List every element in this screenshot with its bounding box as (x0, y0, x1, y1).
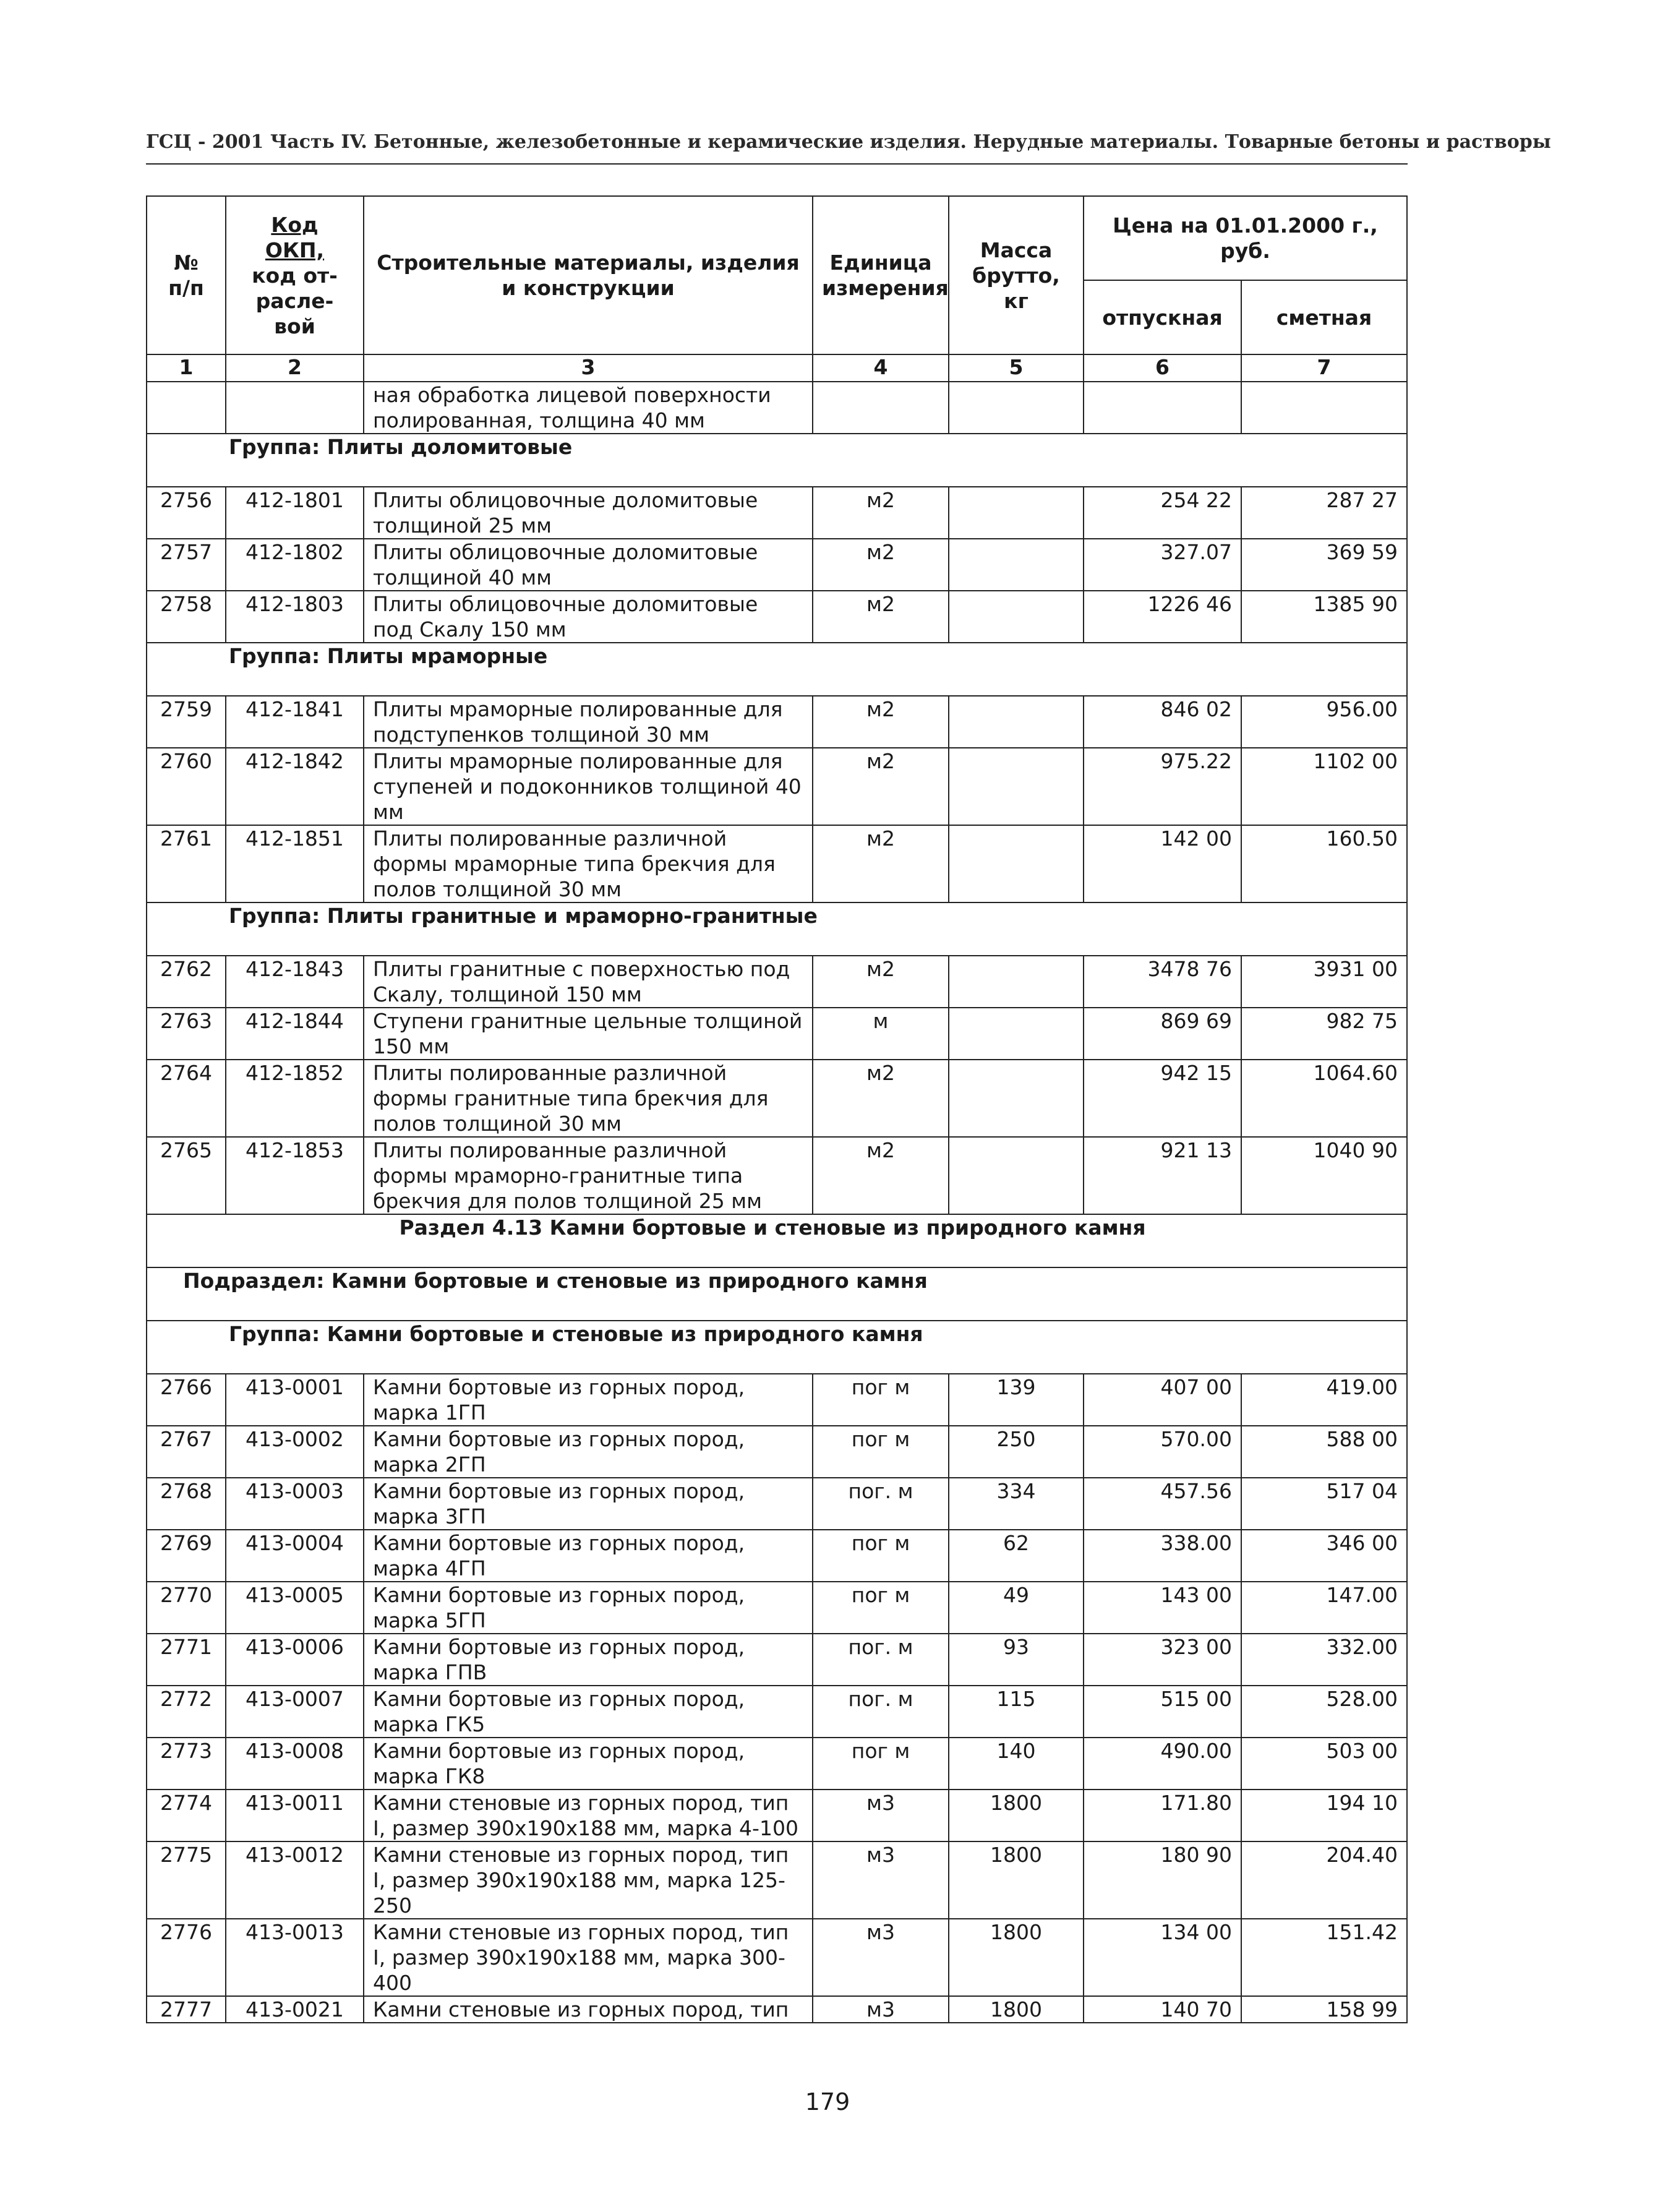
cell-mass (949, 591, 1084, 643)
cell-unit: м2 (813, 696, 949, 748)
table-row (147, 1841, 1407, 1919)
cell-price-estimate: 147.00 (1241, 1582, 1407, 1634)
cell-mass: 49 (949, 1582, 1084, 1634)
cell-mass: 250 (949, 1426, 1084, 1478)
cell-num: 2768 (147, 1478, 226, 1530)
column-number: 3 (364, 354, 813, 382)
cell-mass: 1800 (949, 1841, 1084, 1919)
cell-num: 2774 (147, 1790, 226, 1841)
cell-num: 2764 (147, 1060, 226, 1137)
cell-num: 2758 (147, 591, 226, 643)
cell-unit: пог м (813, 1738, 949, 1790)
cell-code: 413-0005 (226, 1582, 364, 1634)
cell-mass (949, 539, 1084, 591)
column-number: 7 (1241, 354, 1407, 382)
cell-name: Камни стеновые из горных пород, тип (364, 1996, 813, 2023)
cell-price-release: 134 00 (1084, 1919, 1241, 1996)
cell-price-release: 323 00 (1084, 1634, 1241, 1686)
cell-name: Камни бортовые из горных пород, марка ГК5 (364, 1686, 813, 1738)
cell-code: 413-0013 (226, 1919, 364, 1996)
cell-price-estimate: 503 00 (1241, 1738, 1407, 1790)
col-header-code-line3: код от- (252, 263, 338, 288)
cell-unit: пог м (813, 1374, 949, 1426)
cell-unit: м3 (813, 1996, 949, 2023)
cell-num: 2757 (147, 539, 226, 591)
cell-code: 413-0012 (226, 1841, 364, 1919)
cell-price-release: 846 02 (1084, 696, 1241, 748)
cell-price-estimate: 528.00 (1241, 1686, 1407, 1738)
section-header-row (147, 1214, 1407, 1267)
subsec-header-row (147, 1267, 1407, 1321)
table-row (147, 825, 1407, 902)
cell-num: 2766 (147, 1374, 226, 1426)
cell-unit: м (813, 1008, 949, 1060)
table-row (147, 1686, 1407, 1738)
group-header-row (147, 1321, 1407, 1374)
col-header-code-line5: вой (274, 314, 315, 338)
cell-price-estimate: 160.50 (1241, 825, 1407, 902)
cell-price-release: 942 15 (1084, 1060, 1241, 1137)
cell-mass: 1800 (949, 1919, 1084, 1996)
cell-num: 2772 (147, 1686, 226, 1738)
cell-price-estimate: 1385 90 (1241, 591, 1407, 643)
col-header-num-line2: п/п (168, 276, 204, 300)
cell-num: 2775 (147, 1841, 226, 1919)
table-row (147, 1137, 1407, 1214)
col-header-code-line2: ОКП, (265, 238, 325, 262)
cell-price-release: 869 69 (1084, 1008, 1241, 1060)
cell-name: Камни бортовые из горных пород, марка 5ГП (364, 1582, 813, 1634)
cell-num: 2776 (147, 1919, 226, 1996)
cell-price-estimate: 588 00 (1241, 1426, 1407, 1478)
col-header-unit: Единица измерения (813, 196, 949, 354)
cell-code: 413-0008 (226, 1738, 364, 1790)
table-row (147, 1738, 1407, 1790)
continuation-row (147, 382, 1407, 434)
cell-name: Камни стеновые из горных пород, тип I, размер 390x190x188 мм, марка 125-250 (364, 1841, 813, 1919)
cell-unit: пог. м (813, 1686, 949, 1738)
cell-mass (949, 487, 1084, 539)
cell-name: Плиты полированные различной формы мраморные типа брекчия для полов толщиной 30 мм (364, 825, 813, 902)
column-number: 2 (226, 354, 364, 382)
cell-price-estimate: 194 10 (1241, 1790, 1407, 1841)
table-row (147, 1919, 1407, 1996)
header-rule (146, 163, 1408, 165)
cell-price-estimate: 346 00 (1241, 1530, 1407, 1582)
cell-num: 2771 (147, 1634, 226, 1686)
col-header-mass: Масса брутто, кг (949, 196, 1084, 354)
section-title: Раздел 4.13 Камни бортовые и стеновые из природного камня (147, 1214, 1407, 1267)
continuation-text: ная обработка лицевой поверхности полированная, толщина 40 мм (364, 382, 813, 434)
cell-name: Плиты гранитные с поверхностью под Скалу, толщиной 150 мм (364, 956, 813, 1008)
cell-num: 2765 (147, 1137, 226, 1214)
cell-code: 412-1851 (226, 825, 364, 902)
table-body (147, 354, 1407, 2023)
table-row (147, 1790, 1407, 1841)
cell-num: 2767 (147, 1426, 226, 1478)
cell-unit: м2 (813, 591, 949, 643)
cell-code: 413-0007 (226, 1686, 364, 1738)
table-row (147, 487, 1407, 539)
cell-name: Камни бортовые из горных пород, марка ГК8 (364, 1738, 813, 1790)
cell-mass: 334 (949, 1478, 1084, 1530)
cell-name: Ступени гранитные цельные толщиной 150 мм (364, 1008, 813, 1060)
table-row (147, 748, 1407, 825)
group-header-row (147, 434, 1407, 487)
cell-unit: м3 (813, 1790, 949, 1841)
cell-name: Плиты мраморные полированные для ступеней и подоконников толщиной 40 мм (364, 748, 813, 825)
cell-price-release: 338.00 (1084, 1530, 1241, 1582)
price-table (146, 195, 1408, 2023)
cell-num: 2756 (147, 487, 226, 539)
cell-unit: м2 (813, 825, 949, 902)
cell-num: 2763 (147, 1008, 226, 1060)
cell-unit: пог. м (813, 1478, 949, 1530)
cell-mass (949, 956, 1084, 1008)
cell-code: 412-1843 (226, 956, 364, 1008)
cell-name: Камни бортовые из горных пород, марка 4ГП (364, 1530, 813, 1582)
cell-unit: пог м (813, 1530, 949, 1582)
cell-price-release: 1226 46 (1084, 591, 1241, 643)
col-header-num (147, 196, 226, 354)
cell-price-release: 140 70 (1084, 1996, 1241, 2023)
cell-price-estimate: 1040 90 (1241, 1137, 1407, 1214)
cell-name: Камни стеновые из горных пород, тип I, размер 390x190x188 мм, марка 4-100 (364, 1790, 813, 1841)
cell-price-release: 570.00 (1084, 1426, 1241, 1478)
cell-price-release: 490.00 (1084, 1738, 1241, 1790)
cell-unit: м2 (813, 1137, 949, 1214)
cell-price-estimate: 517 04 (1241, 1478, 1407, 1530)
cell-mass: 115 (949, 1686, 1084, 1738)
cell-name: Плиты мраморные полированные для подступенков толщиной 30 мм (364, 696, 813, 748)
col-header-code-line4: расле- (255, 288, 334, 313)
cell-price-estimate: 982 75 (1241, 1008, 1407, 1060)
table-row (147, 1478, 1407, 1530)
cell-unit: м2 (813, 1060, 949, 1137)
cell-price-estimate: 1064.60 (1241, 1060, 1407, 1137)
table-row (147, 696, 1407, 748)
cell-name: Камни бортовые из горных пород, марка 1ГП (364, 1374, 813, 1426)
cell-name: Плиты облицовочные доломитовые под Скалу 150 мм (364, 591, 813, 643)
column-number: 1 (147, 354, 226, 382)
cell-name: Плиты полированные различной формы гранитные типа брекчия для полов толщиной 30 мм (364, 1060, 813, 1137)
cell-name: Камни бортовые из горных пород, марка 2ГП (364, 1426, 813, 1478)
cell-code: 412-1801 (226, 487, 364, 539)
cell-mass (949, 1060, 1084, 1137)
cell-name: Плиты полированные различной формы мраморно-гранитные типа брекчия для полов толщиной 25 мм (364, 1137, 813, 1214)
group-title: Группа: Плиты доломитовые (147, 434, 1407, 487)
cell-mass (949, 1008, 1084, 1060)
cell-price-release: 407 00 (1084, 1374, 1241, 1426)
cell-num: 2769 (147, 1530, 226, 1582)
cell-price-release: 143 00 (1084, 1582, 1241, 1634)
cell-mass (949, 748, 1084, 825)
cell-code: 412-1842 (226, 748, 364, 825)
cell-price-release: 254 22 (1084, 487, 1241, 539)
subsec-title: Подраздел: Камни бортовые и стеновые из природного камня (147, 1267, 1407, 1321)
col-header-code (226, 196, 364, 354)
cell-price-release: 457.56 (1084, 1478, 1241, 1530)
cell-unit: м2 (813, 956, 949, 1008)
cell-code: 413-0004 (226, 1530, 364, 1582)
group-header-row (147, 643, 1407, 696)
cell-price-estimate: 287 27 (1241, 487, 1407, 539)
cell-price-estimate: 3931 00 (1241, 956, 1407, 1008)
cell-mass (949, 696, 1084, 748)
cell-price-release: 3478 76 (1084, 956, 1241, 1008)
column-number-row (147, 354, 1407, 382)
cell-unit: пог м (813, 1582, 949, 1634)
cell-mass (949, 825, 1084, 902)
cell-mass: 1800 (949, 1996, 1084, 2023)
cell-price-release: 142 00 (1084, 825, 1241, 902)
cell-name: Камни бортовые из горных пород, марка 3ГП (364, 1478, 813, 1530)
col-header-price-release: отпускная (1084, 280, 1241, 354)
cell-code: 413-0002 (226, 1426, 364, 1478)
cell-mass: 62 (949, 1530, 1084, 1582)
col-header-name: Строительные материалы, изделия и конструкции (364, 196, 813, 354)
col-header-num-line1: № (174, 251, 199, 275)
cell-unit: м2 (813, 748, 949, 825)
cell-code: 413-0011 (226, 1790, 364, 1841)
group-title: Группа: Плиты гранитные и мраморно-гранитные (147, 902, 1407, 956)
col-header-price-estimate: сметная (1241, 280, 1407, 354)
cell-code: 413-0021 (226, 1996, 364, 2023)
table-row (147, 1530, 1407, 1582)
cell-mass: 139 (949, 1374, 1084, 1426)
cell-unit: пог. м (813, 1634, 949, 1686)
cell-mass: 93 (949, 1634, 1084, 1686)
cell-code: 412-1802 (226, 539, 364, 591)
cell-price-release: 975.22 (1084, 748, 1241, 825)
cell-code: 413-0003 (226, 1478, 364, 1530)
cell-num: 2770 (147, 1582, 226, 1634)
cell-name: Камни бортовые из горных пород, марка ГПВ (364, 1634, 813, 1686)
cell-unit: м3 (813, 1841, 949, 1919)
cell-num: 2761 (147, 825, 226, 902)
cell-code: 413-0001 (226, 1374, 364, 1426)
cell-price-estimate: 332.00 (1241, 1634, 1407, 1686)
group-title: Группа: Плиты мраморные (147, 643, 1407, 696)
cell-num: 2773 (147, 1738, 226, 1790)
table-row (147, 956, 1407, 1008)
table-row (147, 1582, 1407, 1634)
cell-mass: 140 (949, 1738, 1084, 1790)
cell-code: 413-0006 (226, 1634, 364, 1686)
header-row-top (147, 196, 1407, 280)
cell-price-estimate: 956.00 (1241, 696, 1407, 748)
cell-name: Плиты облицовочные доломитовые толщиной 40 мм (364, 539, 813, 591)
cell-price-estimate: 369 59 (1241, 539, 1407, 591)
cell-price-estimate: 1102 00 (1241, 748, 1407, 825)
group-header-row (147, 902, 1407, 956)
cell-name: Плиты облицовочные доломитовые толщиной 25 мм (364, 487, 813, 539)
cell-price-estimate: 158 99 (1241, 1996, 1407, 2023)
cell-code: 412-1841 (226, 696, 364, 748)
cell-price-release: 327.07 (1084, 539, 1241, 591)
cell-code: 412-1853 (226, 1137, 364, 1214)
table-row (147, 1374, 1407, 1426)
cell-price-release: 171.80 (1084, 1790, 1241, 1841)
cell-price-release: 180 90 (1084, 1841, 1241, 1919)
cell-code: 412-1852 (226, 1060, 364, 1137)
cell-unit: м2 (813, 539, 949, 591)
cell-unit: м3 (813, 1919, 949, 1996)
cell-price-estimate: 204.40 (1241, 1841, 1407, 1919)
cell-code: 412-1844 (226, 1008, 364, 1060)
col-header-code-line1: Код (271, 212, 319, 237)
cell-unit: пог м (813, 1426, 949, 1478)
cell-price-estimate: 419.00 (1241, 1374, 1407, 1426)
cell-mass (949, 1137, 1084, 1214)
cell-unit: м2 (813, 487, 949, 539)
cell-name: Камни стеновые из горных пород, тип I, размер 390x190x188 мм, марка 300-400 (364, 1919, 813, 1996)
table-row (147, 1426, 1407, 1478)
cell-mass: 1800 (949, 1790, 1084, 1841)
cell-num: 2759 (147, 696, 226, 748)
table-row (147, 591, 1407, 643)
cell-num: 2777 (147, 1996, 226, 2023)
table-row (147, 539, 1407, 591)
table-row (147, 1634, 1407, 1686)
cell-code: 412-1803 (226, 591, 364, 643)
cell-price-release: 921 13 (1084, 1137, 1241, 1214)
column-number: 6 (1084, 354, 1241, 382)
running-head: ГСЦ - 2001 Часть IV. Бетонные, железобетонные и керамические изделия. Нерудные материалы. Товарные бетоны и растворы (146, 131, 1551, 153)
col-header-price: Цена на 01.01.2000 г., руб. (1084, 196, 1407, 280)
column-number: 5 (949, 354, 1084, 382)
group-title: Группа: Камни бортовые и стеновые из природного камня (147, 1321, 1407, 1374)
cell-price-release: 515 00 (1084, 1686, 1241, 1738)
table-row (147, 1008, 1407, 1060)
column-number: 4 (813, 354, 949, 382)
table-row (147, 1996, 1407, 2023)
cell-num: 2762 (147, 956, 226, 1008)
page-number: 179 (805, 2088, 850, 2116)
cell-num: 2760 (147, 748, 226, 825)
cell-price-estimate: 151.42 (1241, 1919, 1407, 1996)
table-row (147, 1060, 1407, 1137)
